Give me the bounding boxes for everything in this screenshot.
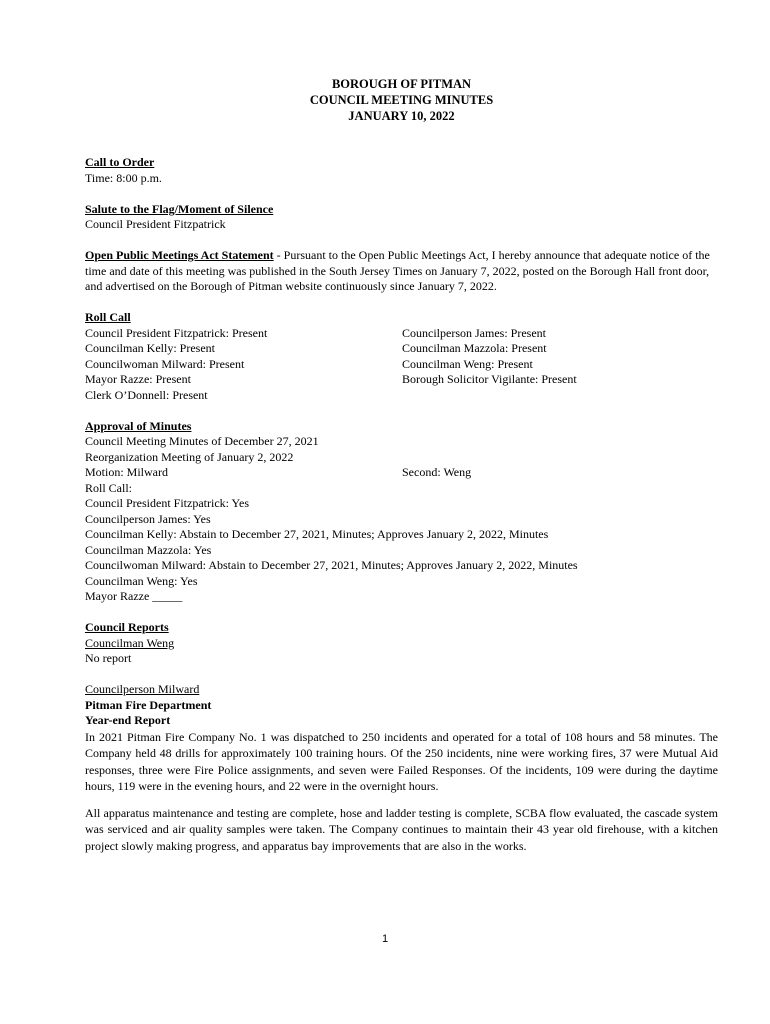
- roll-call-left: Council President Fitzpatrick: Present: [85, 325, 268, 340]
- second-text: Second: Weng: [402, 465, 472, 479]
- roll-call-row: [85, 388, 718, 404]
- weng-label: Councilman Weng: [85, 635, 175, 650]
- roll-call-section: [85, 310, 718, 403]
- roll-call-heading: Roll Call: [85, 310, 131, 324]
- vote-line: Mayor Razze _____: [85, 589, 183, 603]
- page-number: 1: [381, 933, 389, 945]
- salute-text: Council President Fitzpatrick: [85, 217, 226, 231]
- approval-line-2: Reorganization Meeting of January 2, 2022: [85, 449, 294, 464]
- title-date: JANUARY 10, 2022: [348, 109, 455, 123]
- call-to-order-section: [85, 155, 718, 186]
- roll-call-right: Borough Solicitor Vigilante: Present: [402, 372, 577, 386]
- salute-section: [85, 202, 718, 233]
- fire-report-paragraph-2: All apparatus maintenance and testing are complete, hose and ladder testing is complete, SCBA flow evaluated, the cascade system was serviced and air quality samples were taken. The Company continues to maintain their 43 year old firehouse, with a kitchen project slowly making progress, and apparatus bay improvements that are also in the works.: [85, 805, 718, 853]
- opma-section: [85, 248, 718, 295]
- roll-call-right: Councilman Weng: Present: [402, 356, 533, 371]
- approval-line-1: Council Meeting Minutes of December 27, 2021: [85, 434, 319, 448]
- vote-line: Councilwoman Milward: Abstain to December 27, 2021, Minutes; Approves January 2, 2022, Minutes: [85, 558, 578, 572]
- roll-call-left: Councilman Kelly: Present: [85, 341, 215, 355]
- approval-section: [85, 419, 718, 605]
- opma-heading: Open Public Meetings Act Statement: [85, 248, 274, 262]
- vote-line: Council President Fitzpatrick: Yes: [85, 496, 249, 510]
- roll-call-right: Councilperson James: Present: [402, 325, 546, 340]
- roll-call-row: [85, 326, 718, 342]
- call-to-order-heading: Call to Order: [85, 155, 155, 169]
- fire-report-paragraph-1: In 2021 Pitman Fire Company No. 1 was dispatched to 250 incidents and operated for a total of 108 hours and 58 minutes. The Company held 48 drills for approximately 100 training hours. Of the 250 incidents, nine were working fires, 37 were Mutual Aid responses, three were Fire Police assignments, and seven were Failed Responses. Of the incidents, 109 were during the daytime hours, 119 were in the evening hours, and 22 were in the overnight hours.: [85, 729, 718, 793]
- roll-call-left: Councilwoman Milward: Present: [85, 356, 245, 371]
- roll-call-row: [85, 341, 718, 357]
- title-borough: BOROUGH OF PITMAN: [331, 77, 472, 91]
- approval-heading: Approval of Minutes: [85, 418, 192, 433]
- reports-heading: Council Reports: [85, 620, 169, 634]
- roll-call-right: Councilman Mazzola: Present: [402, 341, 547, 355]
- approval-roll-label: Roll Call:: [85, 480, 133, 495]
- roll-call-row: [85, 357, 718, 373]
- roll-call-left: Clerk O’Donnell: Present: [85, 387, 208, 402]
- title-minutes: COUNCIL MEETING MINUTES: [309, 93, 494, 107]
- document-title: [85, 76, 718, 124]
- fire-dept-heading: Pitman Fire Department: [85, 697, 212, 712]
- milward-label: Councilperson Milward: [85, 682, 200, 696]
- vote-line: Councilman Kelly: Abstain to December 27, 2021, Minutes; Approves January 2, 2022, Minutes: [85, 527, 549, 541]
- vote-line: Councilman Mazzola: Yes: [85, 542, 212, 557]
- vote-line: Councilman Weng: Yes: [85, 573, 198, 588]
- salute-heading: Salute to the Flag/Moment of Silence: [85, 201, 274, 216]
- call-to-order-time: Time: 8:00 p.m.: [85, 170, 162, 185]
- weng-text: No report: [85, 651, 132, 665]
- roll-call-left: Mayor Razze: Present: [85, 372, 191, 386]
- reports-section: [85, 620, 718, 854]
- motion-text: Motion: Milward: [85, 465, 168, 479]
- roll-call-row: [85, 372, 718, 388]
- opma-text: - Pursuant to the Open Public Meetings Act, I hereby announce that adequate notice of the time and date of this meeting was published in the South Jersey Times on January 7, 2022, posted on the Borough Hall front door, and advertised on the Borough of Pitman website continuously since January 7, 2022.: [85, 248, 710, 293]
- vote-line: Councilperson James: Yes: [85, 511, 211, 526]
- motion-row: [85, 465, 718, 481]
- year-end-heading: Year-end Report: [85, 713, 171, 727]
